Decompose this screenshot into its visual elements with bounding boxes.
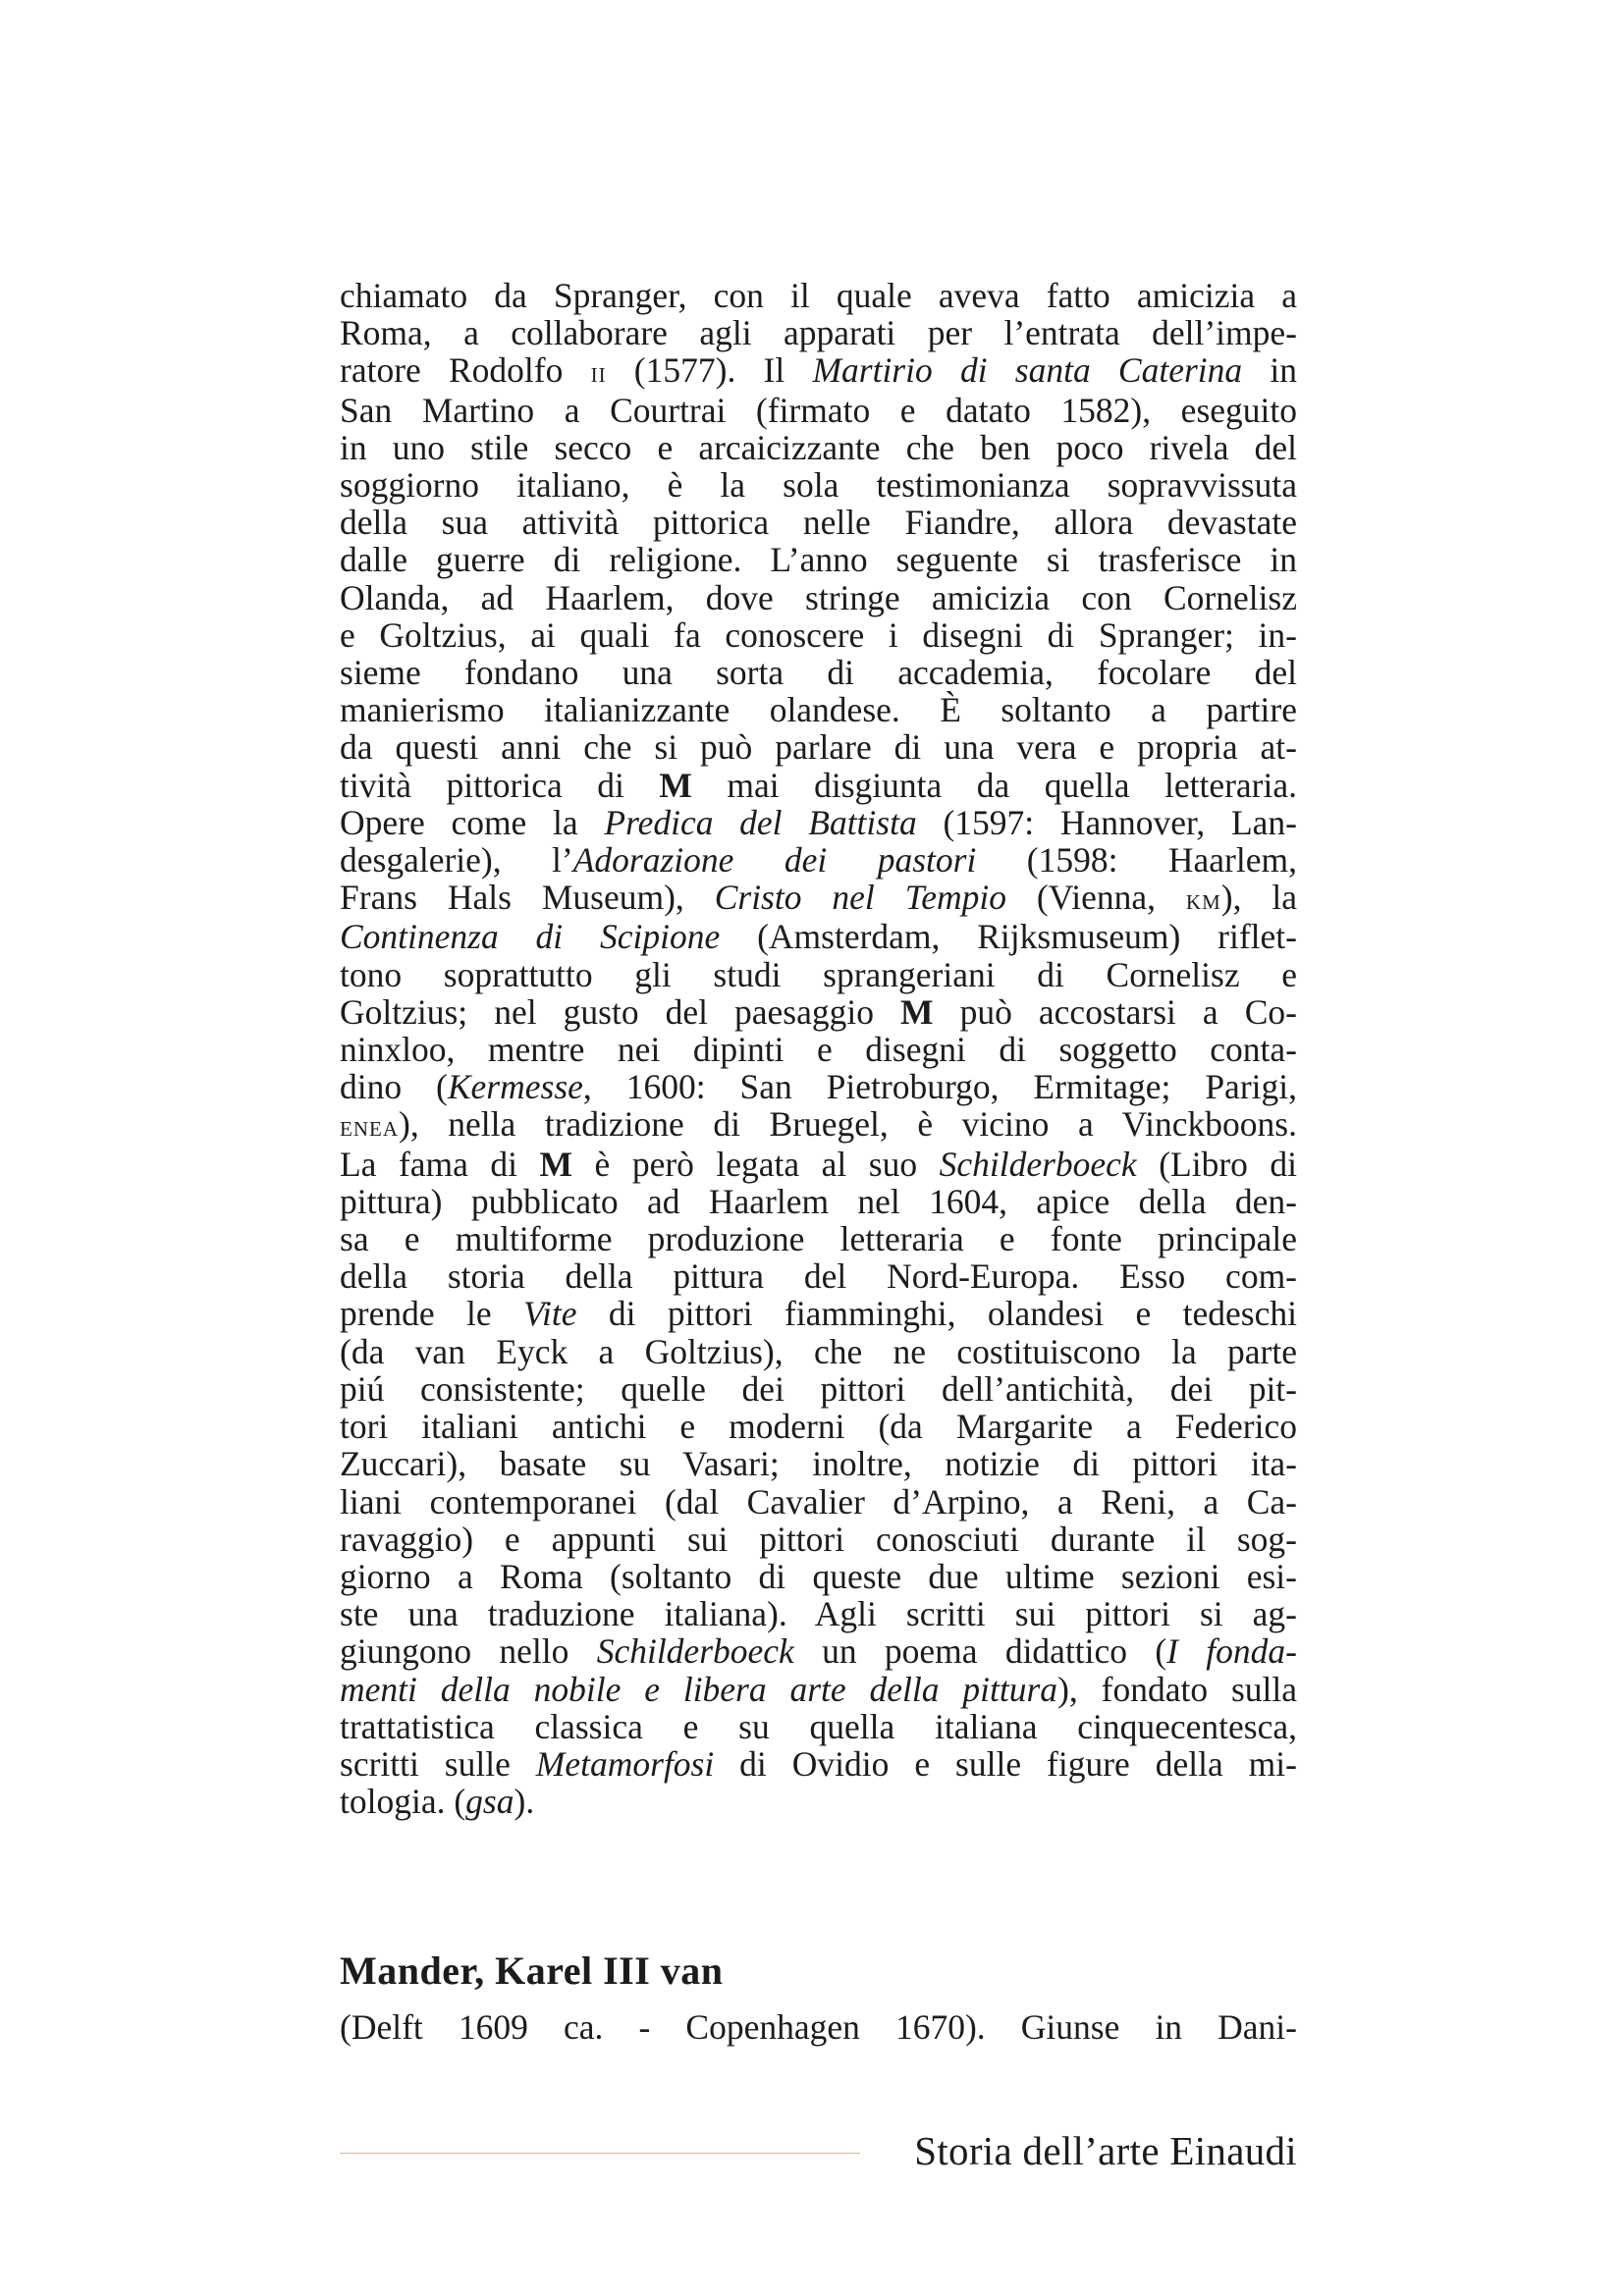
text-segment: Continenza di Scipione	[340, 917, 721, 957]
text-line	[340, 804, 1297, 841]
text-line	[340, 767, 1297, 804]
text-segment: enea	[340, 1109, 399, 1144]
text-line	[340, 841, 1297, 879]
text-segment: sa e multiforme produzione letteraria e fonte principale	[340, 1219, 1297, 1259]
text-line	[340, 1445, 1297, 1482]
text-segment: scritti sulle	[340, 1743, 536, 1784]
text-line	[340, 277, 1297, 314]
text-line	[340, 392, 1297, 429]
text-line	[340, 579, 1297, 616]
text-segment: soggiorno italiano, è la sola testimonianza sopravvissuta	[340, 465, 1297, 506]
text-segment: Schilderboeck	[939, 1144, 1137, 1184]
text-segment: km	[1185, 882, 1221, 917]
text-line	[340, 1031, 1297, 1068]
text-line	[340, 918, 1297, 955]
text-line	[340, 314, 1297, 351]
text-line	[340, 1632, 1297, 1670]
text-line	[340, 1183, 1297, 1220]
text-line	[340, 1220, 1297, 1257]
text-segment: Metamorfosi	[535, 1743, 715, 1784]
entry-first-line: (Delft 1609 ca. - Copenhagen 1670). Giunse in Dani-	[340, 2007, 1297, 2047]
text-segment: in uno stile secco e arcaicizzante che ben poco rivela del	[340, 427, 1297, 467]
text-segment: Frans Hals Museum),	[340, 878, 715, 918]
text-line	[340, 691, 1297, 728]
text-segment: (da van Eyck a Goltzius), che ne costituiscono la parte	[340, 1331, 1297, 1371]
text-segment: e Goltzius, ai quali fa conoscere i disegni di Spranger; in-	[340, 614, 1297, 655]
text-line	[340, 1105, 1297, 1145]
text-segment: gsa	[465, 1782, 514, 1822]
text-segment: manierismo italianizzante olandese. È soltanto a partire	[340, 690, 1297, 730]
text-line	[340, 956, 1297, 993]
text-segment: Schilderboeck	[596, 1631, 794, 1672]
text-line	[340, 993, 1297, 1031]
text-segment: Predica del Battista	[604, 802, 917, 842]
text-segment: di Ovidio e sulle figure della mi-	[714, 1743, 1297, 1784]
text-segment: (1577). Il	[606, 350, 813, 391]
text-segment: (Vienna,	[1005, 878, 1186, 918]
text-segment: Kermesse	[447, 1067, 583, 1107]
text-segment: ninxloo, mentre nei dipinti e disegni di soggetto conta-	[340, 1030, 1297, 1070]
text-line	[340, 1708, 1297, 1745]
text-segment: (1598: Haarlem,	[976, 840, 1297, 881]
text-line	[340, 504, 1297, 541]
text-segment: , 1600: San Pietroburgo, Ermitage; Parigi,	[582, 1067, 1297, 1107]
text-segment: dalle guerre di religione. L’anno seguente si trasferisce in	[340, 540, 1297, 580]
text-segment: può accostarsi a Co-	[933, 991, 1297, 1032]
text-segment: ), nella tradizione di Bruegel, è vicino a Vinckboons.	[399, 1104, 1297, 1145]
text-line	[340, 1558, 1297, 1595]
text-segment: in	[1242, 350, 1297, 391]
text-segment: M	[900, 991, 934, 1032]
text-segment: ), fondato sulla	[1057, 1669, 1297, 1709]
text-segment: ii	[590, 355, 607, 390]
text-segment: ravaggio) e appunti sui pittori conosciuti durante il sog-	[340, 1519, 1297, 1559]
text-segment: Roma, a collaborare agli apparati per l’entrata dell’impe-	[340, 313, 1297, 353]
text-line	[340, 1783, 1297, 1820]
text-segment: prende le	[340, 1294, 523, 1334]
text-segment: della sua attività pittorica nelle Fiandre, allora devastate	[340, 503, 1297, 543]
text-segment: (Amsterdam, Rijksmuseum) riflet-	[720, 917, 1297, 957]
text-segment: è però legata al suo	[572, 1144, 940, 1184]
text-line	[340, 1146, 1297, 1183]
text-segment: ste una traduzione italiana). Agli scritti sui pittori si ag-	[340, 1594, 1297, 1634]
text-segment: giungono nello	[340, 1631, 597, 1672]
text-segment: da questi anni che si può parlare di una vera e propria at-	[340, 727, 1297, 768]
footer-label: Storia dell’arte Einaudi	[914, 2128, 1297, 2173]
text-segment: La fama di	[340, 1144, 540, 1184]
text-line	[340, 351, 1297, 391]
text-segment: tono soprattutto gli studi sprangeriani di Cornelisz e	[340, 954, 1297, 994]
text-segment: un poema didattico (	[793, 1631, 1167, 1672]
text-segment: tività pittorica di	[340, 765, 660, 805]
text-line	[340, 1745, 1297, 1783]
text-line	[340, 1068, 1297, 1105]
text-segment: Adorazione dei pastori	[572, 840, 977, 881]
text-segment: San Martino a Courtrai (firmato e datato 1582), eseguito	[340, 390, 1297, 430]
article-body	[340, 277, 1297, 1820]
text-segment: dino (	[340, 1067, 448, 1107]
text-segment: Goltzius; nel gusto del paesaggio	[340, 991, 901, 1032]
text-segment: tori italiani antichi e moderni (da Margarite a Federico	[340, 1407, 1297, 1447]
text-segment: M	[539, 1144, 573, 1184]
text-segment: ).	[514, 1782, 535, 1822]
text-line	[340, 429, 1297, 466]
text-segment: menti della nobile e libera arte della pittura	[340, 1669, 1058, 1709]
text-segment: trattatistica classica e su quella italiana cinquecentesca,	[340, 1706, 1297, 1746]
text-segment: desgalerie), l’	[340, 840, 573, 881]
text-line	[340, 728, 1297, 766]
text-segment: M	[659, 765, 692, 805]
text-line	[340, 541, 1297, 578]
text-segment: sieme fondano una sorta di accademia, focolare del	[340, 653, 1297, 693]
text-segment: Vite	[522, 1294, 577, 1334]
text-line	[340, 1333, 1297, 1370]
text-line	[340, 1295, 1297, 1332]
text-segment: Olanda, ad Haarlem, dove stringe amicizia con Cornelisz	[340, 577, 1297, 617]
text-segment: Cristo nel Tempio	[714, 878, 1006, 918]
text-segment: ), la	[1220, 878, 1297, 918]
text-segment: Martirio di santa Caterina	[812, 350, 1243, 391]
text-line	[340, 1408, 1297, 1445]
text-segment: Zuccari), basate su Vasari; inoltre, notizie di pittori ita-	[340, 1444, 1297, 1484]
entry-heading: Mander, Karel III van	[340, 1949, 724, 1993]
text-segment: (1597: Hannover, Lan-	[916, 802, 1298, 842]
text-segment: chiamato da Spranger, con il quale aveva fatto amicizia a	[340, 276, 1297, 315]
text-segment: ratore Rodolfo	[340, 350, 591, 391]
footer-rule	[340, 2153, 860, 2154]
text-segment: Opere come la	[340, 802, 605, 842]
text-segment: pittura) pubblicato ad Haarlem nel 1604, apice della den-	[340, 1181, 1297, 1221]
text-segment: I fonda-	[1166, 1631, 1297, 1672]
text-segment: di pittori fiamminghi, olandesi e tedeschi	[576, 1294, 1297, 1334]
text-segment: mai disgiunta da quella letteraria.	[691, 765, 1298, 805]
text-segment: della storia della pittura del Nord-Europa. Esso com-	[340, 1256, 1297, 1297]
text-segment: (Libro di	[1136, 1144, 1298, 1184]
text-segment: liani contemporanei (dal Cavalier d’Arpino, a Reni, a Ca-	[340, 1481, 1297, 1522]
text-line	[340, 1483, 1297, 1521]
text-line	[340, 1671, 1297, 1708]
text-segment: giorno a Roma (soltanto di queste due ultime sezioni esi-	[340, 1556, 1297, 1596]
text-line	[340, 1595, 1297, 1632]
text-line	[340, 654, 1297, 691]
text-line	[340, 1257, 1297, 1295]
text-segment: tologia. (	[340, 1782, 466, 1822]
text-line	[340, 1521, 1297, 1558]
text-line	[340, 879, 1297, 918]
text-segment: piú consistente; quelle dei pittori dell’antichità, dei pit-	[340, 1368, 1297, 1409]
text-line	[340, 466, 1297, 504]
text-line	[340, 1370, 1297, 1408]
text-line	[340, 616, 1297, 654]
